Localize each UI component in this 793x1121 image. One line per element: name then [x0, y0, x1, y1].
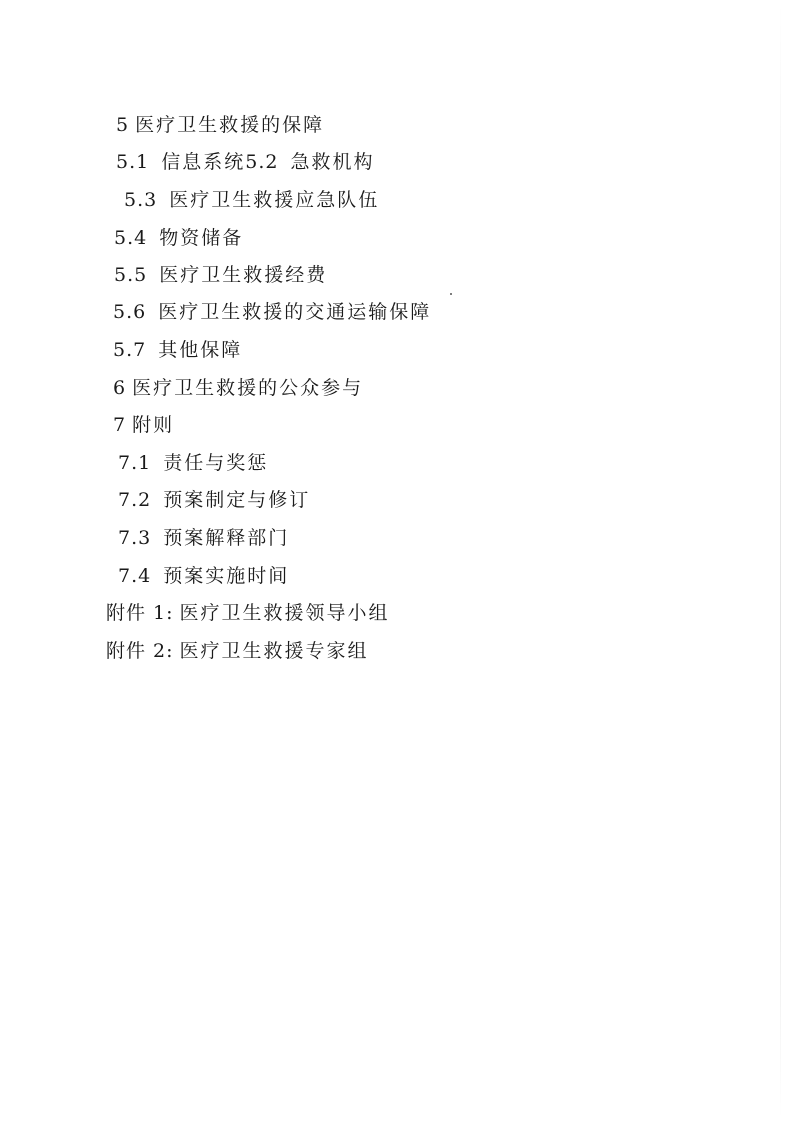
toc-item-5-3	[124, 188, 379, 212]
toc-number: 5.6	[113, 301, 147, 323]
toc-number: 5.5	[114, 264, 148, 286]
toc-title: 医疗卫生救援的交通运输保障	[158, 301, 432, 323]
toc-number: 7.4	[118, 565, 152, 587]
toc-item-7-2	[118, 488, 310, 512]
toc-title: 医疗卫生救援经费	[159, 264, 328, 286]
toc-title: 医疗卫生救援领导小组	[179, 602, 390, 624]
toc-item-5-1	[116, 150, 374, 174]
toc-title: 责任与奖惩	[163, 452, 269, 474]
toc-item-7-4	[118, 564, 289, 588]
toc-number: 7.2	[118, 489, 152, 511]
toc-number: 7.3	[118, 527, 152, 549]
toc-number: 5.4	[114, 227, 148, 249]
toc-item-7-3	[118, 526, 289, 550]
toc-number: 附件 2:	[106, 640, 174, 662]
toc-item-5-4	[114, 226, 243, 250]
toc-item-7	[113, 413, 174, 437]
toc-title: 附则	[132, 414, 175, 436]
toc-title: 预案解释部门	[163, 527, 290, 549]
toc-item-7-1	[118, 451, 268, 475]
toc-title: 物资储备	[159, 227, 244, 249]
toc-number-secondary: 5.2	[245, 151, 279, 173]
scan-speck	[450, 293, 452, 295]
toc-number: 5.7	[113, 339, 147, 361]
toc-number: 6	[113, 377, 127, 399]
toc-number: 5.3	[124, 189, 158, 211]
toc-item-6	[113, 376, 363, 400]
toc-title: 信息系统	[161, 151, 246, 173]
toc-item-5-7	[113, 338, 242, 362]
toc-title: 医疗卫生救援应急队伍	[169, 189, 380, 211]
toc-title: 医疗卫生救援的保障	[135, 114, 325, 136]
toc-item-5-5	[114, 263, 327, 287]
toc-title: 预案制定与修订	[163, 489, 311, 511]
toc-title: 医疗卫生救援的公众参与	[132, 377, 364, 399]
toc-title: 预案实施时间	[163, 565, 290, 587]
toc-number: 7.1	[118, 452, 152, 474]
toc-title: 其他保障	[158, 339, 243, 361]
scan-edge-shadow	[780, 0, 781, 1121]
toc-appendix-1	[106, 601, 390, 625]
toc-title: 医疗卫生救援专家组	[179, 640, 369, 662]
toc-number: 5.1	[116, 151, 150, 173]
toc-item-5-6	[113, 300, 431, 324]
toc-number: 附件 1:	[106, 602, 174, 624]
toc-item-5	[116, 113, 324, 137]
toc-number: 5	[116, 114, 130, 136]
toc-number: 7	[113, 414, 127, 436]
toc-title-secondary: 急救机构	[290, 151, 375, 173]
toc-appendix-2	[106, 639, 369, 663]
